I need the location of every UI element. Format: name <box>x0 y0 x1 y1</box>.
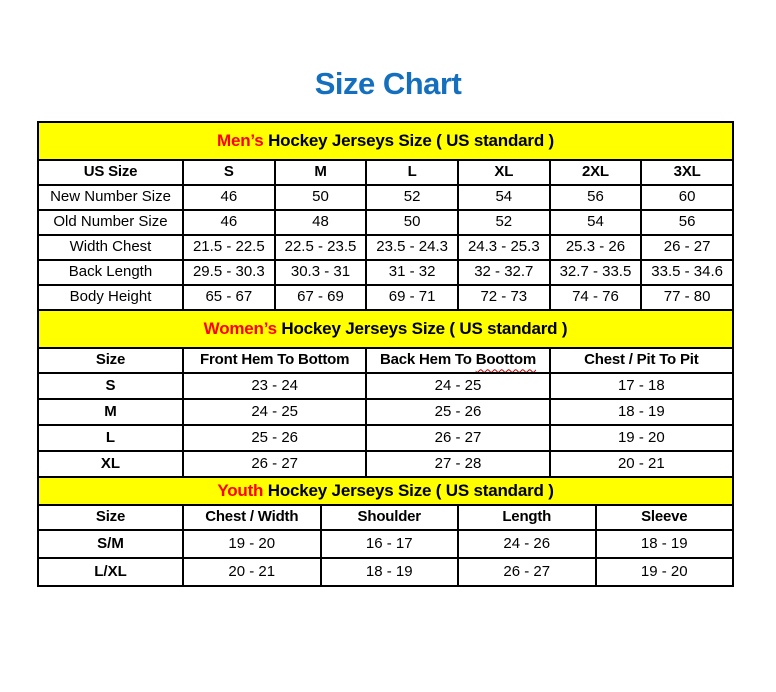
row-label-cell: M <box>38 399 183 425</box>
column-header-cell <box>183 160 275 185</box>
size-value-cell: 32.7 - 33.5 <box>550 260 642 285</box>
section-title-highlight: Women’s <box>203 318 277 338</box>
womens-row <box>38 373 733 399</box>
mens-size-table <box>37 121 734 311</box>
column-header-label: Shoulder <box>357 508 421 526</box>
column-header-label: Size <box>95 508 126 526</box>
column-header-cell <box>183 348 366 373</box>
size-value-cell: 46 <box>183 185 275 210</box>
size-value-cell: 50 <box>275 185 367 210</box>
row-label-cell: L <box>38 425 183 451</box>
row-label-cell: S/M <box>38 530 183 558</box>
column-header-label: S <box>223 163 234 181</box>
section-title-rest: Hockey Jerseys Size ( US standard ) <box>276 318 568 338</box>
column-header-label: Length <box>502 508 552 526</box>
column-header-label: 3XL <box>673 163 701 181</box>
size-chart-tables <box>37 121 734 587</box>
size-value-cell: 20 - 21 <box>550 451 733 477</box>
size-value-cell: 77 - 80 <box>641 285 733 310</box>
size-value-cell: 19 - 20 <box>550 425 733 451</box>
column-header-label: 2XL <box>581 163 609 181</box>
size-value-cell: 23 - 24 <box>183 373 366 399</box>
size-value-cell: 23.5 - 24.3 <box>366 235 458 260</box>
size-value-cell: 30.3 - 31 <box>275 260 367 285</box>
mens-row <box>38 260 733 285</box>
column-header-cell <box>596 505 734 530</box>
size-value-cell: 20 - 21 <box>183 558 321 586</box>
column-header-label: Sleeve <box>641 508 688 526</box>
size-value-cell: 67 - 69 <box>275 285 367 310</box>
mens-row <box>38 185 733 210</box>
youth-row <box>38 558 733 586</box>
womens-size-table <box>37 309 734 478</box>
size-value-cell: 25 - 26 <box>183 425 366 451</box>
youth-header-row <box>38 505 733 530</box>
section-title-rest: Hockey Jerseys Size ( US standard ) <box>263 480 554 500</box>
size-value-cell: 24.3 - 25.3 <box>458 235 550 260</box>
size-value-cell: 24 - 25 <box>366 373 549 399</box>
womens-section-band <box>38 310 733 348</box>
section-title-highlight: Youth <box>217 480 264 500</box>
size-value-cell: 54 <box>550 210 642 235</box>
size-value-cell: 74 - 76 <box>550 285 642 310</box>
mens-header-row <box>38 160 733 185</box>
size-value-cell: 26 - 27 <box>366 425 549 451</box>
size-value-cell: 25.3 - 26 <box>550 235 642 260</box>
row-label-cell: Old Number Size <box>38 210 183 235</box>
mens-row <box>38 285 733 310</box>
column-header-label: US Size <box>83 163 138 181</box>
womens-row <box>38 399 733 425</box>
youth-row <box>38 530 733 558</box>
column-header-cell <box>458 160 550 185</box>
size-value-cell: 26 - 27 <box>183 451 366 477</box>
page-title: Size Chart <box>314 66 462 101</box>
womens-row <box>38 451 733 477</box>
section-title-rest: Hockey Jerseys Size ( US standard ) <box>263 130 554 150</box>
mens-section-band <box>38 122 733 160</box>
column-header-cell <box>321 505 459 530</box>
row-label-cell: Width Chest <box>38 235 183 260</box>
size-value-cell: 18 - 19 <box>550 399 733 425</box>
mens-row <box>38 235 733 260</box>
size-value-cell: 19 - 20 <box>183 530 321 558</box>
column-header-label: Size <box>95 351 126 369</box>
size-value-cell: 48 <box>275 210 367 235</box>
size-value-cell: 25 - 26 <box>366 399 549 425</box>
size-value-cell: 16 - 17 <box>321 530 459 558</box>
size-value-cell: 50 <box>366 210 458 235</box>
size-value-cell: 21.5 - 22.5 <box>183 235 275 260</box>
size-value-cell: 72 - 73 <box>458 285 550 310</box>
size-value-cell: 26 - 27 <box>641 235 733 260</box>
column-header-cell <box>38 348 183 373</box>
misspelled-word: Boottom <box>475 351 536 369</box>
mens-row <box>38 210 733 235</box>
column-header-label: Chest / Pit To Pit <box>584 351 699 369</box>
column-header-cell <box>366 348 549 373</box>
size-value-cell: 29.5 - 30.3 <box>183 260 275 285</box>
size-value-cell: 60 <box>641 185 733 210</box>
size-value-cell: 24 - 25 <box>183 399 366 425</box>
column-header-cell <box>38 505 183 530</box>
size-value-cell: 27 - 28 <box>366 451 549 477</box>
size-value-cell: 31 - 32 <box>366 260 458 285</box>
size-value-cell: 33.5 - 34.6 <box>641 260 733 285</box>
size-value-cell: 69 - 71 <box>366 285 458 310</box>
size-value-cell: 56 <box>641 210 733 235</box>
size-value-cell: 17 - 18 <box>550 373 733 399</box>
column-header-cell <box>641 160 733 185</box>
womens-section-title <box>38 310 733 348</box>
size-value-cell: 46 <box>183 210 275 235</box>
column-header-cell <box>38 160 183 185</box>
row-label-cell: Back Length <box>38 260 183 285</box>
size-value-cell: 56 <box>550 185 642 210</box>
column-header-label: M <box>314 163 327 181</box>
womens-row <box>38 425 733 451</box>
section-title-highlight: Men’s <box>217 130 264 150</box>
column-header-cell <box>366 160 458 185</box>
size-value-cell: 54 <box>458 185 550 210</box>
column-header-label: Back Hem To <box>380 351 476 369</box>
size-value-cell: 26 - 27 <box>458 558 596 586</box>
column-header-label: Front Hem To Bottom <box>200 351 350 369</box>
column-header-cell <box>550 160 642 185</box>
size-value-cell: 18 - 19 <box>596 530 734 558</box>
row-label-cell: S <box>38 373 183 399</box>
size-value-cell: 65 - 67 <box>183 285 275 310</box>
size-value-cell: 18 - 19 <box>321 558 459 586</box>
size-value-cell: 52 <box>366 185 458 210</box>
womens-header-row <box>38 348 733 373</box>
youth-size-table <box>37 476 734 587</box>
size-value-cell: 24 - 26 <box>458 530 596 558</box>
row-label-cell: L/XL <box>38 558 183 586</box>
size-value-cell: 22.5 - 23.5 <box>275 235 367 260</box>
size-value-cell: 32 - 32.7 <box>458 260 550 285</box>
row-label-cell: XL <box>38 451 183 477</box>
column-header-label: L <box>407 163 417 181</box>
size-value-cell: 52 <box>458 210 550 235</box>
column-header-cell <box>550 348 733 373</box>
row-label-cell: Body Height <box>38 285 183 310</box>
row-label-cell: New Number Size <box>38 185 183 210</box>
column-header-cell <box>458 505 596 530</box>
youth-section-band <box>38 477 733 505</box>
column-header-cell <box>275 160 367 185</box>
size-value-cell: 19 - 20 <box>596 558 734 586</box>
column-header-cell <box>183 505 321 530</box>
column-header-label: XL <box>494 163 514 181</box>
column-header-label: Chest / Width <box>205 508 299 526</box>
mens-section-title <box>38 122 733 160</box>
youth-section-title <box>38 477 733 505</box>
